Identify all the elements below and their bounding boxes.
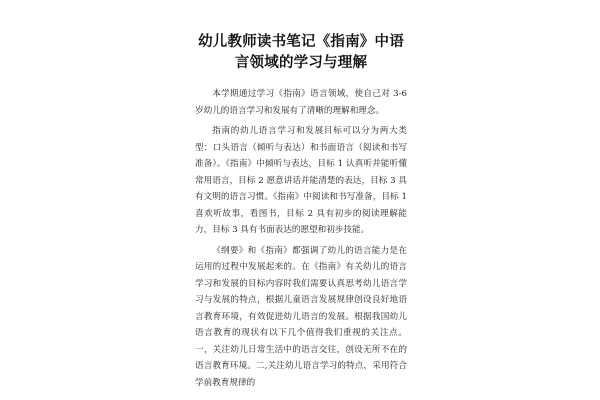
paragraph-intro: 本学期通过学习《指南》语言领域，使自己对 3-6 岁幼儿的语言学习和发展有了清晰的理解和理念。 [195,89,407,116]
paragraph-focus: 《纲要》和《指南》都强调了幼儿的语言能力是在运用的过程中发展起来的。在《指南》有关幼儿的语言学习和发展的目标内容时我们需要认真思考幼儿语言学习与发展的特点，根据儿童语言发展规律创设良好地语言教育环境，有效促进幼儿语言的发展。根据我国幼儿语言教育的现状有以下几个值得我们重视的关注点。一，关注幼儿日常生活中的语言交往，创设无所不在的语言教育环境。二,关注幼儿语言学习的特点，采用符合学前教育规律的 [195,245,407,388]
paragraph-goals: 指南的幼儿语言学习和发展目标可以分为两大类型：口头语言（倾听与表达）和书面语言（阅读和书写准备）。《指南》中倾听与表达，目标 1 认真听并能听懂常用语言，目标 2 愿意讲话并能清楚的表达，目标 3 具有文明的语言习惯。《指南》中阅读和书写准备，目标 1 喜欢听故事，看图书，目标 2 具有初步的阅读理解能力，目标 3 具有书面表达的愿望和初步技能。 [195,126,407,235]
document-title: 幼儿教师读书笔记《指南》中语言领域的学习与理解 [198,34,404,71]
document-body [195,86,407,391]
document-page [195,32,407,395]
